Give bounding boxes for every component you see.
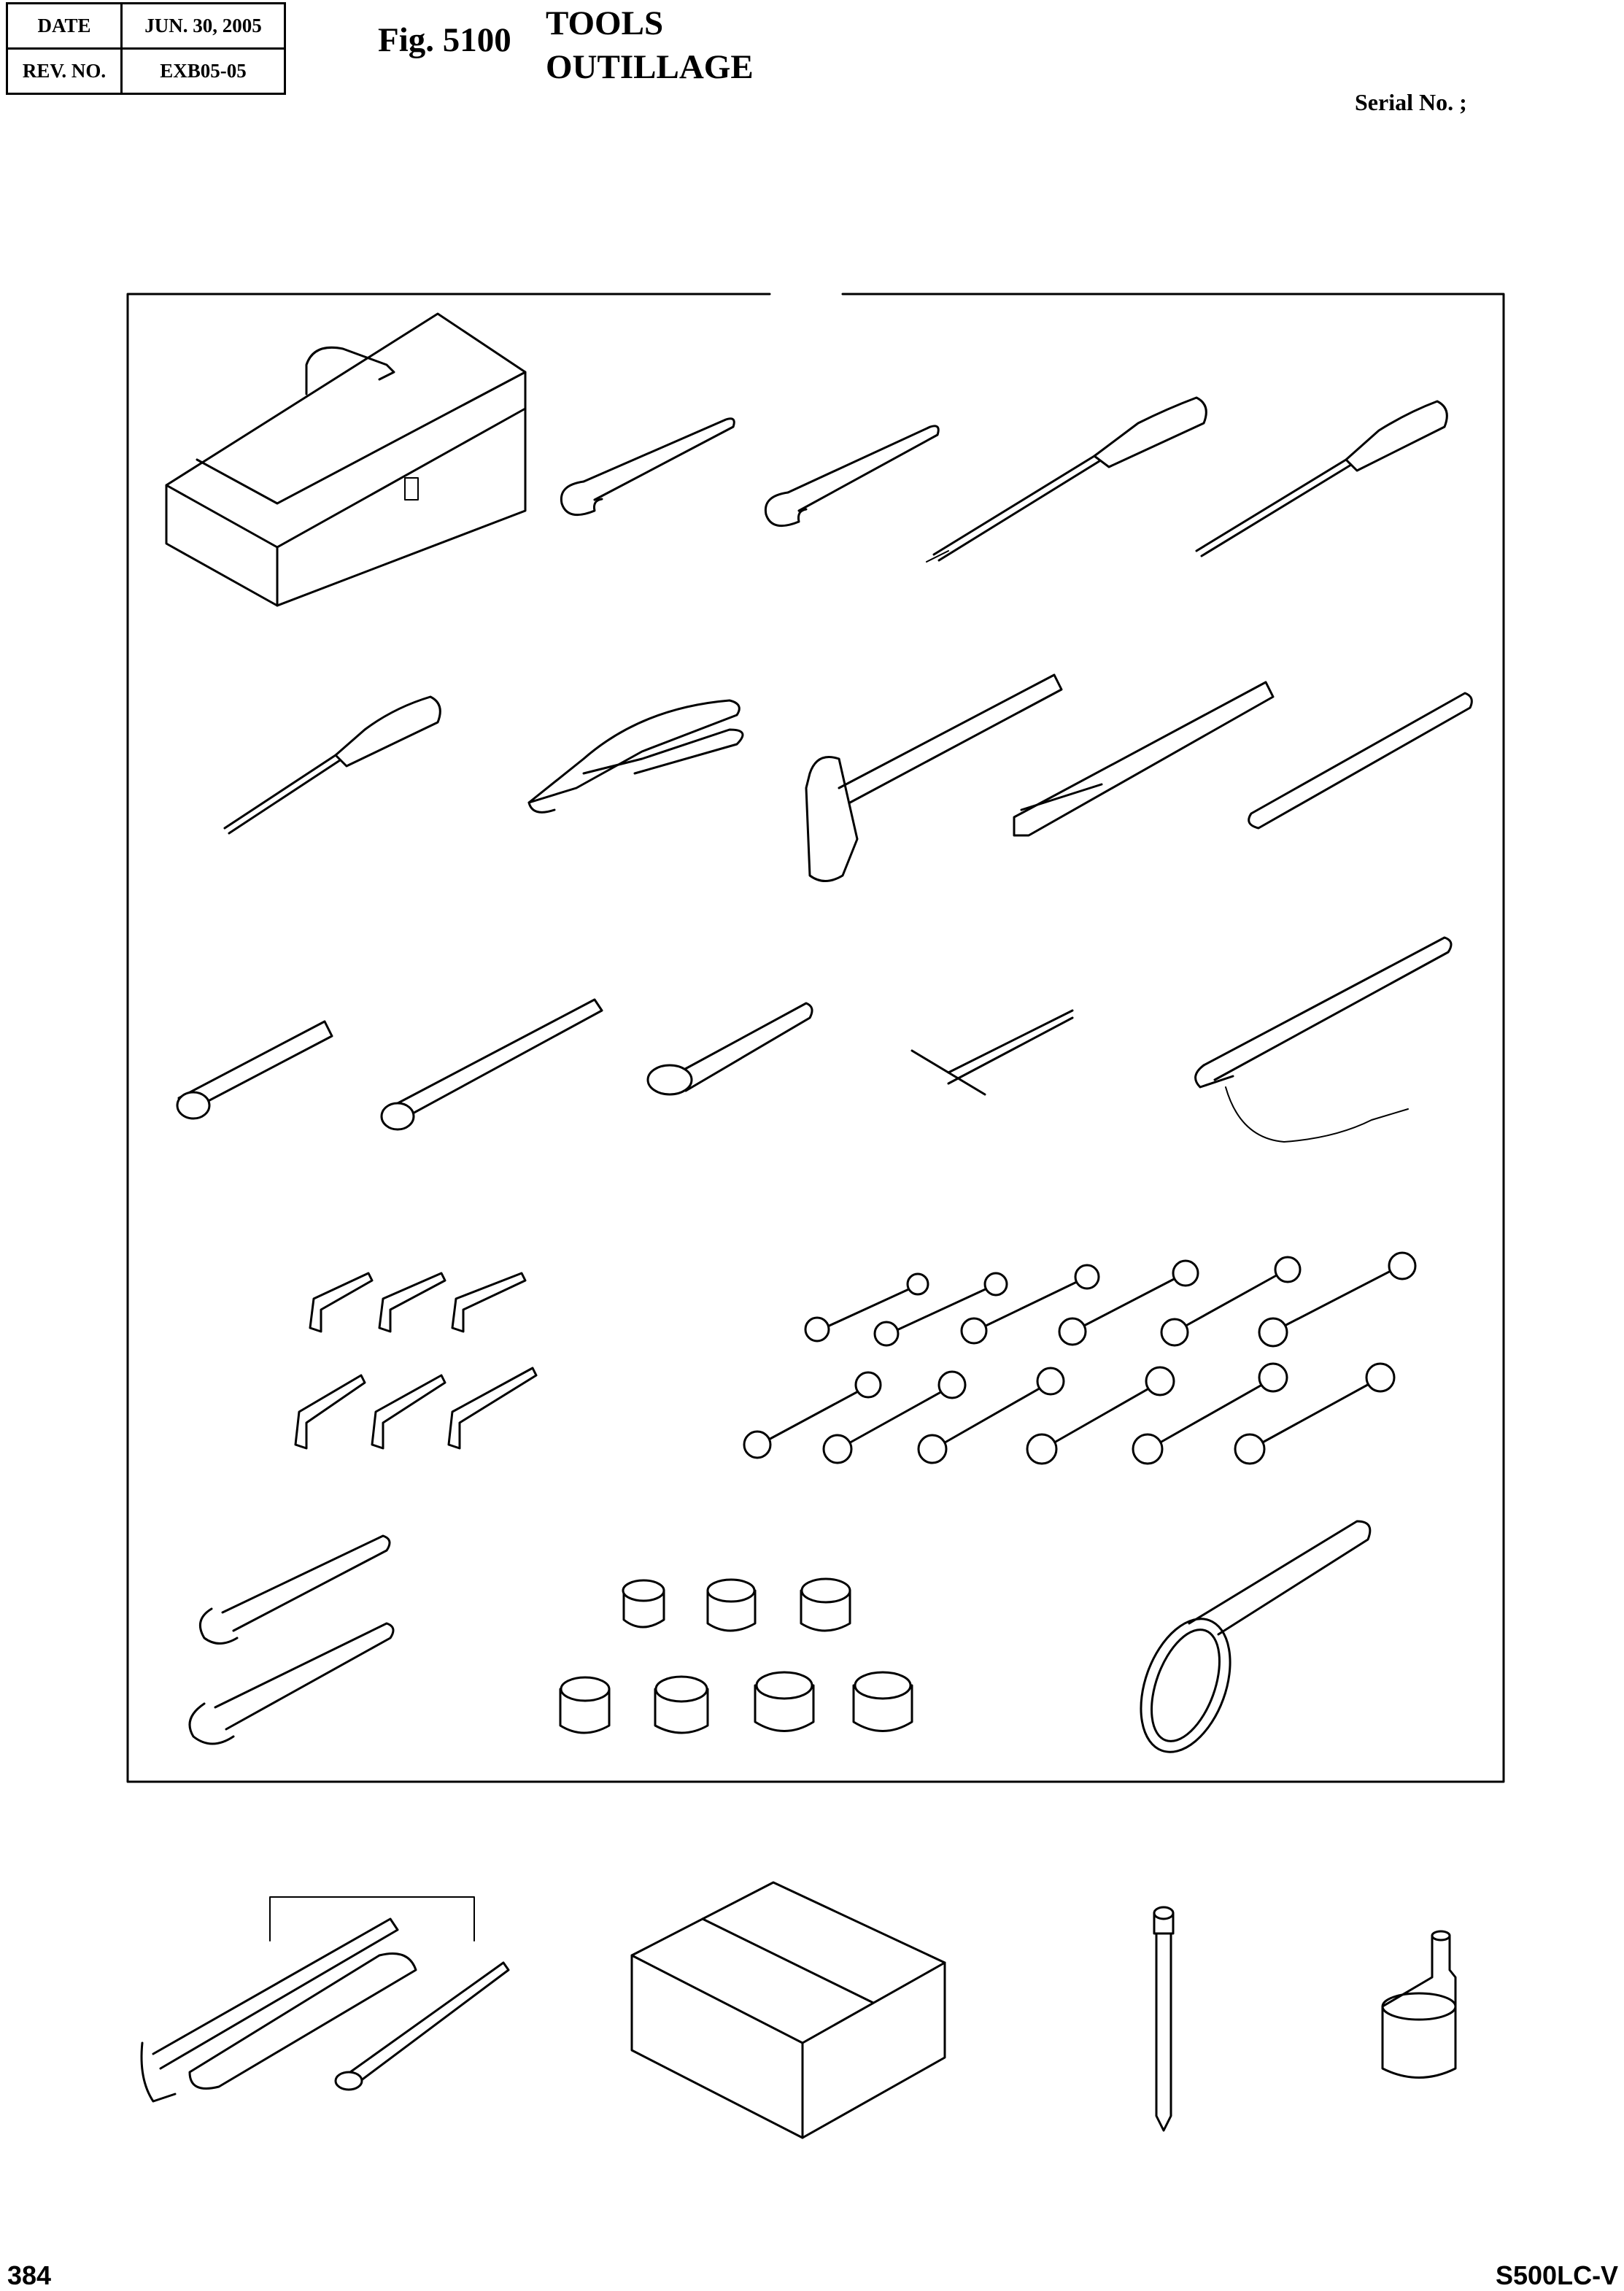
figure-title-french: OUTILLAGE xyxy=(546,48,754,86)
model-number: S500LC-V xyxy=(1496,2260,1619,2290)
socket-extension-short xyxy=(177,1021,332,1119)
carton-box xyxy=(632,1882,945,2138)
ratchet-handle xyxy=(648,1003,812,1094)
rev-label: REV. NO. xyxy=(7,49,122,94)
flat-bar xyxy=(1014,682,1273,835)
filter-wrench xyxy=(1124,1521,1370,1764)
tool-box xyxy=(166,314,525,606)
long-pin xyxy=(1154,1907,1173,2130)
adjustable-wrench-large xyxy=(561,419,734,515)
t-handle-wrench xyxy=(912,1011,1072,1094)
hammer xyxy=(806,675,1062,881)
funnel-cap xyxy=(1383,1931,1455,2078)
chain-wrench xyxy=(1196,938,1451,1142)
page-number: 384 xyxy=(7,2260,52,2290)
date-value: JUN. 30, 2005 xyxy=(122,4,285,49)
adjustable-wrench-small xyxy=(765,426,938,526)
rev-value: EXB05-05 xyxy=(122,49,285,94)
hex-key-set xyxy=(295,1273,536,1448)
pliers xyxy=(529,700,743,812)
pipe-bar xyxy=(1249,693,1472,828)
figure-title-english: TOOLS xyxy=(546,4,664,42)
screwdriver-flat-small xyxy=(1196,401,1447,556)
date-label: DATE xyxy=(7,4,122,49)
socket-extension-long xyxy=(382,1000,602,1129)
screwdriver-flat-large xyxy=(927,398,1206,562)
screwdriver-phillips xyxy=(225,697,440,833)
figure-number: Fig. 5100 xyxy=(378,21,511,59)
spanner-set xyxy=(744,1253,1415,1464)
serial-number-label: Serial No. ; xyxy=(1355,89,1467,115)
socket-set xyxy=(560,1579,912,1733)
grease-gun xyxy=(142,1897,509,2101)
large-spanner-pair xyxy=(190,1536,393,1744)
